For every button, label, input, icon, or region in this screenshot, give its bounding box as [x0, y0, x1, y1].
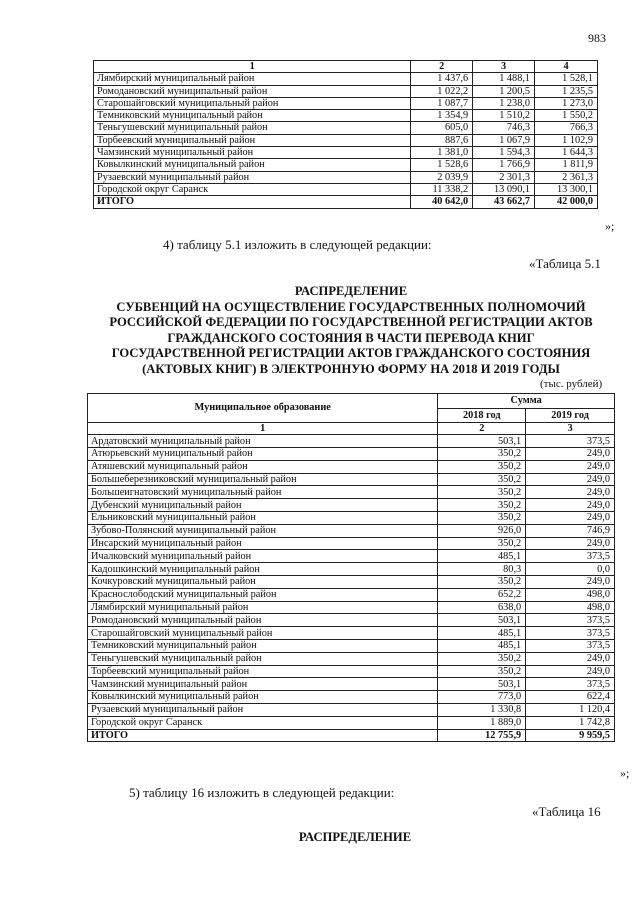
column-index: 2	[438, 423, 526, 435]
municipality-cell: Теньгушевский муниципальный район	[94, 122, 411, 134]
value-cell: 0,0	[526, 563, 615, 576]
value-cell: 1 235,5	[535, 85, 598, 97]
value-cell: 1 354,9	[411, 110, 473, 122]
value-cell: 1 273,0	[535, 97, 598, 109]
municipality-cell: Ковылкинский муниципальный район	[94, 159, 411, 171]
table-row	[88, 460, 615, 473]
municipality-cell: Лямбирский муниципальный район	[94, 73, 411, 85]
table-row	[88, 691, 615, 704]
value-cell: 350,2	[438, 537, 526, 550]
value-cell: 249,0	[526, 652, 615, 665]
municipality-cell: Чамзинский муниципальный район	[88, 678, 438, 691]
municipality-cell: Инсарский муниципальный район	[88, 537, 438, 550]
value-cell: 485,1	[438, 627, 526, 640]
table-row	[88, 537, 615, 550]
municipality-cell: Торбеевский муниципальный район	[88, 665, 438, 678]
value-cell: 503,1	[438, 678, 526, 691]
value-cell: 605,0	[411, 122, 473, 134]
value-cell: 11 338,2	[411, 183, 473, 195]
value-cell: 2 301,3	[473, 171, 535, 183]
table-row	[88, 486, 615, 499]
table-header-row	[88, 394, 615, 409]
column-header-sum: Сумма	[438, 394, 615, 409]
table-row	[88, 627, 615, 640]
value-cell: 249,0	[526, 537, 615, 550]
closing-quote-suffix: »;	[620, 766, 630, 780]
table-header-cell: 3	[473, 61, 535, 73]
municipality-cell: Городской округ Саранск	[88, 716, 438, 729]
municipality-cell: Старошайговский муниципальный район	[94, 97, 411, 109]
table-row	[94, 97, 598, 109]
value-cell: 373,5	[526, 627, 615, 640]
table-total-row	[94, 196, 598, 208]
value-cell: 1 488,1	[473, 73, 535, 85]
value-cell: 249,0	[526, 576, 615, 589]
value-cell: 498,0	[526, 601, 615, 614]
units-label: (тыс. рублей)	[540, 378, 603, 390]
municipality-cell: Зубово-Полянский муниципальный район	[88, 524, 438, 537]
value-cell: 373,5	[526, 640, 615, 653]
value-cell: 746,9	[526, 524, 615, 537]
value-cell: 350,2	[438, 576, 526, 589]
table-row	[94, 171, 598, 183]
value-cell: 373,5	[526, 435, 615, 448]
section-heading: РАСПРЕДЕЛЕНИЕ	[298, 830, 412, 844]
heading-line: СУБВЕНЦИЙ НА ОСУЩЕСТВЛЕНИЕ ГОСУДАРСТВЕННЫХ ПОЛНОМОЧИЙ	[116, 299, 586, 314]
column-header-2019: 2019 год	[526, 408, 615, 423]
municipality-cell: Ромодановский муниципальный район	[94, 85, 411, 97]
value-cell: 1 102,9	[535, 134, 598, 146]
value-cell: 2 361,3	[535, 171, 598, 183]
table-header-cell: 1	[94, 61, 411, 73]
municipality-cell: Ельниковский муниципальный район	[88, 512, 438, 525]
municipality-cell: Кадошкинский муниципальный район	[88, 563, 438, 576]
value-cell: 350,2	[438, 486, 526, 499]
table-row	[94, 110, 598, 122]
heading-line: РОССИЙСКОЙ ФЕДЕРАЦИИ ПО ГОСУДАРСТВЕННОЙ РЕГИСТРАЦИИ АКТОВ	[109, 315, 593, 330]
value-cell: 350,2	[438, 652, 526, 665]
value-cell: 1 437,6	[411, 73, 473, 85]
value-cell: 249,0	[526, 665, 615, 678]
column-header-municipality: Муниципальное образование	[88, 394, 438, 423]
table-row	[94, 183, 598, 195]
table-header-cell: 4	[535, 61, 598, 73]
table-subsidies-continuation	[93, 60, 598, 209]
value-cell: 1 022,2	[411, 85, 473, 97]
value-cell: 2 039,9	[411, 171, 473, 183]
table-row	[88, 665, 615, 678]
total-value: 12 755,9	[438, 729, 526, 742]
value-cell: 1 811,9	[535, 159, 598, 171]
municipality-cell: Городской округ Саранск	[94, 183, 411, 195]
value-cell: 80,3	[438, 563, 526, 576]
value-cell: 1 510,2	[473, 110, 535, 122]
heading-line: ГОСУДАРСТВЕННОЙ РЕГИСТРАЦИИ АКТОВ ГРАЖДАНСКОГО СОСТОЯНИЯ	[111, 346, 591, 361]
value-cell: 1 594,3	[473, 147, 535, 159]
value-cell: 350,2	[438, 448, 526, 461]
value-cell: 249,0	[526, 448, 615, 461]
table-header-cell: 2	[411, 61, 473, 73]
table-subsidies-civil-registration	[87, 393, 615, 742]
value-cell: 1 742,8	[526, 716, 615, 729]
value-cell: 249,0	[526, 473, 615, 486]
municipality-cell: Кочкуровский муниципальный район	[88, 576, 438, 589]
value-cell: 373,5	[526, 678, 615, 691]
municipality-cell: Ардатовский муниципальный район	[88, 435, 438, 448]
value-cell: 1 238,0	[473, 97, 535, 109]
value-cell: 1 381,0	[411, 147, 473, 159]
municipality-cell: Атяшевский муниципальный район	[88, 460, 438, 473]
value-cell: 249,0	[526, 460, 615, 473]
municipality-cell: Рузаевский муниципальный район	[88, 704, 438, 717]
value-cell: 1 120,4	[526, 704, 615, 717]
municipality-cell: Рузаевский муниципальный район	[94, 171, 411, 183]
table-row	[88, 448, 615, 461]
value-cell: 1 330,8	[438, 704, 526, 717]
value-cell: 498,0	[526, 588, 615, 601]
table-row	[88, 576, 615, 589]
total-value: 43 662,7	[473, 196, 535, 208]
value-cell: 638,0	[438, 601, 526, 614]
municipality-cell: Лямбирский муниципальный район	[88, 601, 438, 614]
table-row	[94, 147, 598, 159]
table-row	[94, 159, 598, 171]
column-header-2018: 2018 год	[438, 408, 526, 423]
table-row	[88, 550, 615, 563]
table-number-label: «Таблица 16	[532, 804, 601, 819]
closing-quote-suffix: »;	[605, 219, 615, 233]
value-cell: 773,0	[438, 691, 526, 704]
table-row	[88, 678, 615, 691]
value-cell: 887,6	[411, 134, 473, 146]
value-cell: 1 889,0	[438, 716, 526, 729]
table-row	[88, 704, 615, 717]
table-row	[88, 614, 615, 627]
total-value: 42 000,0	[535, 196, 598, 208]
value-cell: 1 528,1	[535, 73, 598, 85]
value-cell: 1 550,2	[535, 110, 598, 122]
section-heading	[0, 284, 640, 378]
value-cell: 485,1	[438, 550, 526, 563]
total-label: ИТОГО	[88, 729, 438, 742]
value-cell: 1 087,7	[411, 97, 473, 109]
heading-line: (АКТОВЫХ КНИГ) В ЭЛЕКТРОННУЮ ФОРМУ НА 2018 И 2019 ГОДЫ	[142, 361, 560, 376]
value-cell: 766,3	[535, 122, 598, 134]
table-row	[88, 473, 615, 486]
value-cell: 249,0	[526, 512, 615, 525]
municipality-cell: Ромодановский муниципальный район	[88, 614, 438, 627]
value-cell: 373,5	[526, 614, 615, 627]
instruction-text: 4) таблицу 5.1 изложить в следующей редакции:	[163, 237, 432, 252]
table-row	[88, 588, 615, 601]
value-cell: 746,3	[473, 122, 535, 134]
value-cell: 503,1	[438, 435, 526, 448]
value-cell: 1 528,6	[411, 159, 473, 171]
column-index: 1	[88, 423, 438, 435]
value-cell: 1 067,9	[473, 134, 535, 146]
table-row	[88, 652, 615, 665]
municipality-cell: Теньгушевский муниципальный район	[88, 652, 438, 665]
table-row	[88, 640, 615, 653]
value-cell: 652,2	[438, 588, 526, 601]
table-row	[88, 601, 615, 614]
value-cell: 622,4	[526, 691, 615, 704]
heading-line: РАСПРЕДЕЛЕНИЕ	[294, 284, 408, 298]
municipality-cell: Темниковский муниципальный район	[94, 110, 411, 122]
value-cell: 926,0	[438, 524, 526, 537]
table-total-row	[88, 729, 615, 742]
table-row	[88, 563, 615, 576]
table-number-label: «Таблица 5.1	[529, 256, 601, 271]
table-row	[88, 716, 615, 729]
value-cell: 373,5	[526, 550, 615, 563]
column-index: 3	[526, 423, 615, 435]
municipality-cell: Старошайговский муниципальный район	[88, 627, 438, 640]
value-cell: 350,2	[438, 665, 526, 678]
total-value: 9 959,5	[526, 729, 615, 742]
value-cell: 13 300,1	[535, 183, 598, 195]
value-cell: 1 200,5	[473, 85, 535, 97]
municipality-cell: Большеберезниковский муниципальный район	[88, 473, 438, 486]
table-row	[88, 435, 615, 448]
table-row	[88, 512, 615, 525]
value-cell: 503,1	[438, 614, 526, 627]
heading-line: ГРАЖДАНСКОГО СОСТОЯНИЯ В ЧАСТИ ПЕРЕВОДА КНИГ	[167, 330, 535, 345]
municipality-cell: Темниковский муниципальный район	[88, 640, 438, 653]
municipality-cell: Ковылкинский муниципальный район	[88, 691, 438, 704]
total-value: 40 642,0	[411, 196, 473, 208]
table-row	[94, 134, 598, 146]
municipality-cell: Краснослободский муниципальный район	[88, 588, 438, 601]
value-cell: 485,1	[438, 640, 526, 653]
table-row	[88, 524, 615, 537]
municipality-cell: Дубенский муниципальный район	[88, 499, 438, 512]
table-row	[88, 499, 615, 512]
municipality-cell: Чамзинский муниципальный район	[94, 147, 411, 159]
instruction-text: 5) таблицу 16 изложить в следующей редакции:	[129, 785, 395, 800]
total-label: ИТОГО	[94, 196, 411, 208]
value-cell: 13 090,1	[473, 183, 535, 195]
table-row	[94, 73, 598, 85]
municipality-cell: Торбеевский муниципальный район	[94, 134, 411, 146]
table-index-row	[88, 423, 615, 435]
value-cell: 350,2	[438, 460, 526, 473]
value-cell: 1 766,9	[473, 159, 535, 171]
municipality-cell: Ичалковский муниципальный район	[88, 550, 438, 563]
page-number: 983	[588, 31, 606, 45]
table-row	[94, 85, 598, 97]
value-cell: 350,2	[438, 473, 526, 486]
value-cell: 350,2	[438, 499, 526, 512]
table-header-row	[94, 61, 598, 73]
value-cell: 1 644,3	[535, 147, 598, 159]
value-cell: 350,2	[438, 512, 526, 525]
value-cell: 249,0	[526, 486, 615, 499]
municipality-cell: Большеигнатовский муниципальный район	[88, 486, 438, 499]
table-row	[94, 122, 598, 134]
value-cell: 249,0	[526, 499, 615, 512]
municipality-cell: Атюрьевский муниципальный район	[88, 448, 438, 461]
